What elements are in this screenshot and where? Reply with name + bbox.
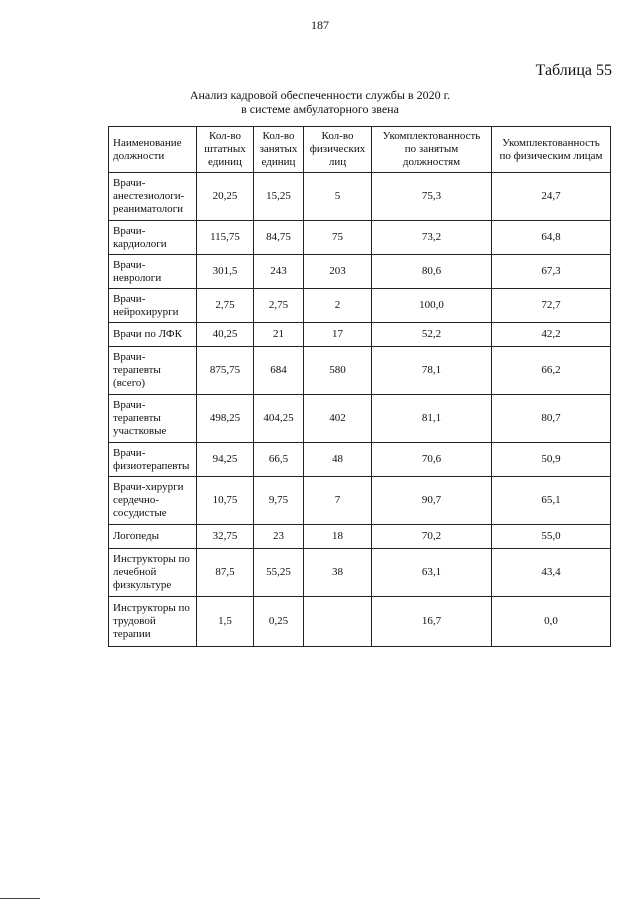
table-row [109,597,611,647]
cell-value: 10,75 [197,477,254,525]
header-physical-persons: Кол-во физических лиц [304,127,372,173]
cell-value: 100,0 [372,289,492,323]
cell-value: 2,75 [197,289,254,323]
page-number: 187 [311,18,329,32]
cell-value: 66,5 [254,443,304,477]
cell-value: 32,75 [197,525,254,549]
table-row [109,443,611,477]
cell-value: 87,5 [197,549,254,597]
cell-value: 875,75 [197,347,254,395]
cell-position-name: Врачи-анестезиологи-реаниматологи [109,173,197,221]
table-row [109,289,611,323]
cell-value: 70,2 [372,525,492,549]
table-label: Таблица 55 [535,62,612,79]
cell-value: 38 [304,549,372,597]
table-row [109,395,611,443]
cell-position-name: Врачи-нейрохирурги [109,289,197,323]
cell-value: 80,7 [492,395,611,443]
header-staff-units: Кол-во штатных единиц [197,127,254,173]
cell-value: 23 [254,525,304,549]
cell-value: 78,1 [372,347,492,395]
cell-position-name: Врачи-терапевты (всего) [109,347,197,395]
cell-value: 7 [304,477,372,525]
cell-position-name: Врачи-кардиологи [109,221,197,255]
cell-value: 243 [254,255,304,289]
table-title [0,88,640,116]
cell-value: 55,0 [492,525,611,549]
header-occupied-units: Кол-во занятых единиц [254,127,304,173]
cell-value: 50,9 [492,443,611,477]
cell-value: 42,2 [492,323,611,347]
staffing-table [108,126,611,647]
table-header-row [109,127,611,173]
cell-value: 80,6 [372,255,492,289]
table-row [109,221,611,255]
cell-value: 20,25 [197,173,254,221]
cell-value: 15,25 [254,173,304,221]
cell-value: 75,3 [372,173,492,221]
cell-position-name: Врачи-физиотерапевты [109,443,197,477]
cell-value: 67,3 [492,255,611,289]
cell-value: 0,0 [492,597,611,647]
table-row [109,525,611,549]
cell-value: 66,2 [492,347,611,395]
cell-value: 84,75 [254,221,304,255]
table-body [109,173,611,647]
cell-value: 301,5 [197,255,254,289]
cell-position-name: Инструкторы по лечебной физкультуре [109,549,197,597]
cell-value: 73,2 [372,221,492,255]
cell-value: 17 [304,323,372,347]
cell-value: 203 [304,255,372,289]
cell-value: 2,75 [254,289,304,323]
header-staffing-by-positions: Укомплектованность по занятым должностям [372,127,492,173]
cell-value: 75 [304,221,372,255]
cell-value: 55,25 [254,549,304,597]
table-row [109,477,611,525]
staffing-table-container [108,126,610,647]
cell-value: 404,25 [254,395,304,443]
cell-value: 21 [254,323,304,347]
cell-position-name: Логопеды [109,525,197,549]
cell-value: 40,25 [197,323,254,347]
cell-value [304,597,372,647]
cell-value: 5 [304,173,372,221]
table-row [109,347,611,395]
cell-value: 64,8 [492,221,611,255]
cell-value: 48 [304,443,372,477]
cell-value: 72,7 [492,289,611,323]
cell-position-name: Врачи по ЛФК [109,323,197,347]
title-line-2: в системе амбулаторного звена [241,102,399,116]
cell-value: 684 [254,347,304,395]
cell-position-name: Врачи-неврологи [109,255,197,289]
cell-position-name: Инструкторы по трудовой терапии [109,597,197,647]
cell-value: 70,6 [372,443,492,477]
cell-value: 65,1 [492,477,611,525]
table-row [109,255,611,289]
cell-value: 43,4 [492,549,611,597]
cell-value: 94,25 [197,443,254,477]
title-line-1: Анализ кадровой обеспеченности службы в 2020 г. [189,88,451,102]
cell-value: 9,75 [254,477,304,525]
cell-position-name: Врачи-хирурги сердечно-сосудистые [109,477,197,525]
table-row [109,323,611,347]
cell-value: 18 [304,525,372,549]
cell-value: 63,1 [372,549,492,597]
table-row [109,173,611,221]
cell-value: 498,25 [197,395,254,443]
cell-value: 24,7 [492,173,611,221]
cell-value: 16,7 [372,597,492,647]
cell-value: 52,2 [372,323,492,347]
cell-value: 115,75 [197,221,254,255]
cell-value: 2 [304,289,372,323]
cell-value: 580 [304,347,372,395]
cell-value: 402 [304,395,372,443]
header-position: Наименование должности [109,127,197,173]
table-row [109,549,611,597]
header-staffing-by-persons: Укомплектованность по физическим лицам [492,127,611,173]
cell-position-name: Врачи-терапевты участковые [109,395,197,443]
cell-value: 0,25 [254,597,304,647]
cell-value: 81,1 [372,395,492,443]
footer-rule [0,898,40,899]
cell-value: 1,5 [197,597,254,647]
cell-value: 90,7 [372,477,492,525]
